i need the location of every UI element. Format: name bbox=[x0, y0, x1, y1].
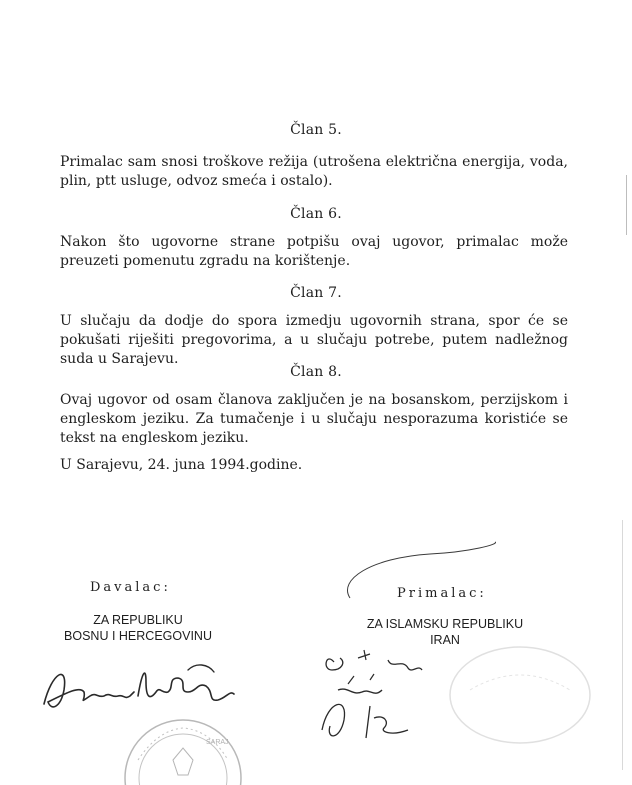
article-8-text: Ovaj ugovor od osam članova zaključen je na bosanskom, perzijskom i engleskom jeziku. Za tumačenje i u slučaju nesporazuma koristiće se tekst na engleskom jeziku. bbox=[60, 392, 568, 446]
grantor-label: Davalac: bbox=[90, 580, 171, 595]
signature-loop-icon bbox=[330, 540, 510, 610]
persian-handwritten-signature-icon bbox=[318, 640, 448, 750]
scan-edge-line bbox=[622, 520, 623, 770]
faint-seal-stamp-icon bbox=[440, 640, 600, 750]
article-5-text: Primalac sam snosi troškove režija (utrošena električna energija, voda, plin, ptt usluge, odvoz smeća i ostalo). bbox=[60, 154, 568, 189]
article-5-title: Član 5. bbox=[290, 122, 342, 138]
scan-edge-mark bbox=[626, 175, 627, 235]
recipient-country-line1: ZA ISLAMSKU REPUBLIKU bbox=[366, 617, 524, 631]
article-7-title: Član 7. bbox=[290, 285, 342, 301]
grantor-country-line2: BOSNU I HERCEGOVINU bbox=[64, 629, 212, 643]
article-8-title: Član 8. bbox=[290, 364, 342, 380]
handwritten-signature-icon bbox=[38, 652, 238, 722]
article-6-title: Član 6. bbox=[290, 206, 342, 222]
grantor-country bbox=[48, 612, 228, 644]
article-7-text: U slučaju da dodje do spora izmedju ugovornih strana, spor će se pokušati riješiti pregovorima, a u slučaju potrebe, putem nadležnog suda u Sarajevu. bbox=[60, 313, 568, 367]
article-6-text: Nakon što ugovorne strane potpišu ovaj ugovor, primalac može preuzeti pomenutu zgradu na korištenje. bbox=[60, 234, 568, 269]
grantor-country-line1: ZA REPUBLIKU bbox=[93, 613, 183, 627]
place-date-line: U Sarajevu, 24. juna 1994.godine. bbox=[60, 457, 303, 473]
recipient-country-line2: IRAN bbox=[430, 633, 460, 647]
recipient-label: Primalac: bbox=[397, 586, 487, 601]
svg-text:SARAJ: SARAJ bbox=[206, 739, 229, 746]
